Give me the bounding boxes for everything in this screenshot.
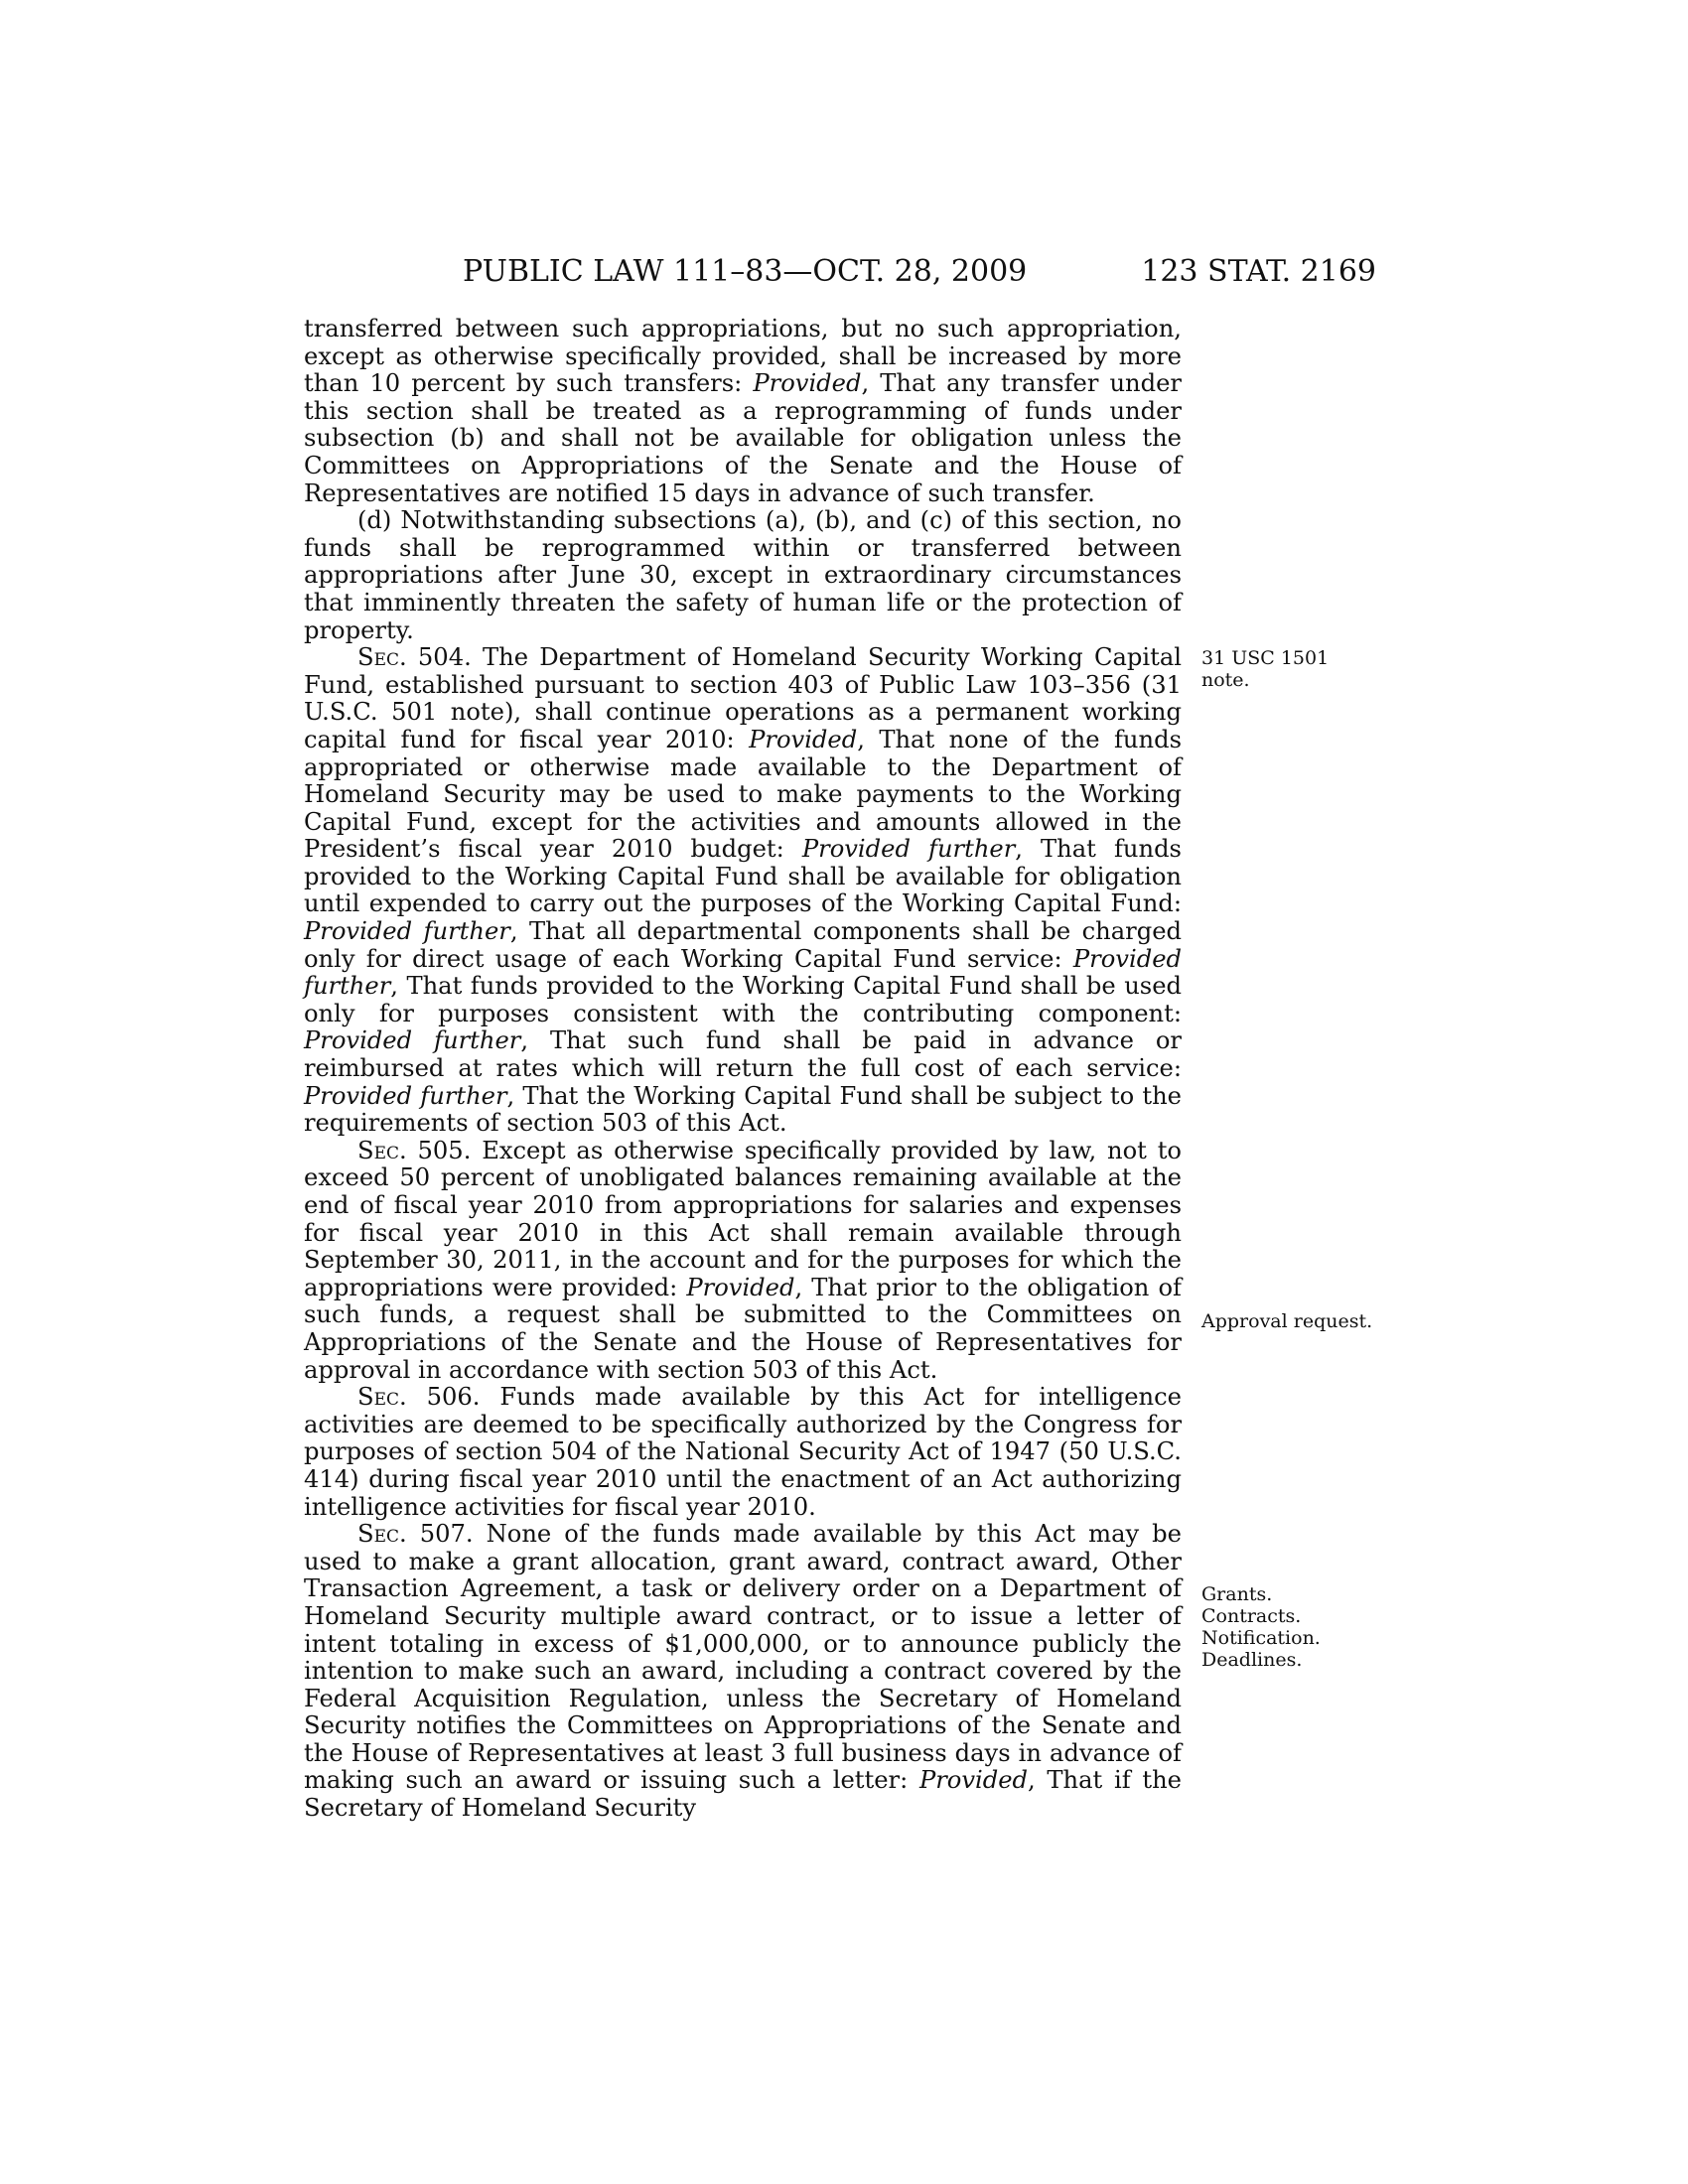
paragraph-text: 507. None of the funds made available by this Act may be used to make a grant allocation, grant award, contract award, Other Transaction Agreement, a task or delivery order on a Department of Homeland Security multiple award contract, or to issue a letter of intent totaling in excess of $1,000,000, or to announce publicly the intention to make such an award, including a contract covered by the Federal Acquisition Regulation, unless the Secretary of Homeland Security notifies the Committees on Appropriations of the Senate and the House of Representatives at least 3 full business days in advance of making such an award or issuing such a letter:: [304, 1520, 1182, 1795]
paragraph-text: 504. The Department of Homeland Security Working Capital Fund, established pursuant to section 403 of Public Law 103–356 (31 U.S.C. 501 note), shall continue operations as a permanent working capital fund for fiscal year 2010:: [304, 643, 1182, 753]
proviso: Provided: [749, 725, 858, 753]
paragraph-text: , That none of the funds appropriated or otherwise made available to the Department of Homeland Security may be used to make payments to the Working Capital Fund, except for the activities and amounts allowed in the President’s fiscal year 2010 budget:: [304, 725, 1182, 864]
margin-note-line: Notification.: [1201, 1627, 1321, 1649]
paragraph-continuation: [304, 316, 1182, 507]
section-507: [304, 1521, 1182, 1823]
proviso: Provided: [686, 1273, 795, 1301]
paragraph-text: (d) Notwithstanding subsections (a), (b), and (c) of this section, no funds shall be reprogrammed within or transferred between appropriations after June 30, except in extraordinary circumstances that imminently threaten the safety of human life or the protection of property.: [304, 506, 1182, 644]
paragraph-subsection-d: [304, 507, 1182, 644]
proviso: Provided further: [304, 1026, 521, 1055]
margin-note-line: Deadlines.: [1201, 1649, 1303, 1671]
proviso: Provided further: [801, 835, 1016, 864]
paragraph-text: 505. Except as otherwise specifically provided by law, not to exceed 50 percent of unobligated balances remaining available at the end of fiscal year 2010 from appropriations for salaries and expenses for fiscal year 2010 in this Act shall remain available through September 30, 2011, in the account and for the purposes for which the appropriations were provided:: [304, 1136, 1182, 1301]
section-label: Sec.: [357, 1383, 407, 1412]
section-label: Sec.: [357, 1520, 407, 1549]
margin-note-usc: [1201, 647, 1380, 691]
section-504: [304, 644, 1182, 1138]
section-label: Sec.: [357, 643, 407, 672]
margin-note-line: 31 USC 1501: [1201, 647, 1330, 669]
margin-note-line: note.: [1201, 669, 1250, 691]
margin-note-line: Approval request.: [1201, 1310, 1373, 1332]
paragraph-text: , That the Working Capital Fund shall be subject to the requirements of section 503 of this Act.: [304, 1081, 1182, 1138]
margin-note-line: Grants.: [1201, 1583, 1273, 1605]
paragraph-text: , That funds provided to the Working Capital Fund shall be used only for purposes consistent with the contributing component:: [304, 972, 1182, 1027]
statute-page-number: 123 STAT. 2169: [1141, 254, 1376, 289]
margin-note-line: Contracts.: [1201, 1605, 1302, 1627]
margin-note-grants: [1201, 1583, 1380, 1671]
paragraph-text: , That any transfer under this section shall be treated as a reprogramming of funds under subsection (b) and shall not be available for obligation unless the Committees on Appropriations of the Senate and the House of Representatives are notified 15 days in advance of such transfer.: [304, 369, 1182, 507]
proviso: Provided: [918, 1766, 1029, 1795]
section-506: [304, 1384, 1182, 1521]
proviso: Provided further: [304, 1081, 507, 1110]
paragraph-text: 506. Funds made available by this Act for intelligence activities are deemed to be specifically authorized by the Congress for purposes of section 504 of the National Security Act of 1947 (50 U.S.C. 414) during fiscal year 2010 until the enactment of an Act authorizing intelligence activities for fiscal year 2010.: [304, 1383, 1182, 1521]
section-505: [304, 1138, 1182, 1384]
document-body: [304, 316, 1182, 1823]
proviso: Provided: [753, 369, 862, 398]
paragraph-text: , That prior to the obligation of such funds, a request shall be submitted to the Committees on Appropriations of the Senate and the House of Representatives for approval in accordance with section 503 of this Act.: [304, 1273, 1182, 1384]
paragraph-text: , That such fund shall be paid in advance or reimbursed at rates which will return the full cost of each service:: [304, 1026, 1182, 1083]
proviso: Provided further: [304, 917, 510, 946]
page-header: [304, 254, 1376, 294]
proviso: Provided further: [304, 944, 1182, 1001]
section-label: Sec.: [357, 1136, 407, 1164]
paragraph-text: , That all departmental components shall be charged only for direct usage of each Working Capital Fund service:: [304, 917, 1182, 973]
paragraph-text: , That funds provided to the Working Capital Fund shall be available for obligation until expended to carry out the purposes of the Working Capital Fund:: [304, 835, 1182, 918]
paragraph-text: transferred between such appropriations, but no such appropriation, except as otherwise specifically provided, shall be increased by more than 10 percent by such transfers:: [304, 315, 1182, 398]
running-title: PUBLIC LAW 111–83—OCT. 28, 2009: [463, 254, 1028, 289]
paragraph-text: , That if the Secretary of Homeland Security: [304, 1766, 1182, 1823]
margin-note-approval: [1201, 1310, 1380, 1332]
